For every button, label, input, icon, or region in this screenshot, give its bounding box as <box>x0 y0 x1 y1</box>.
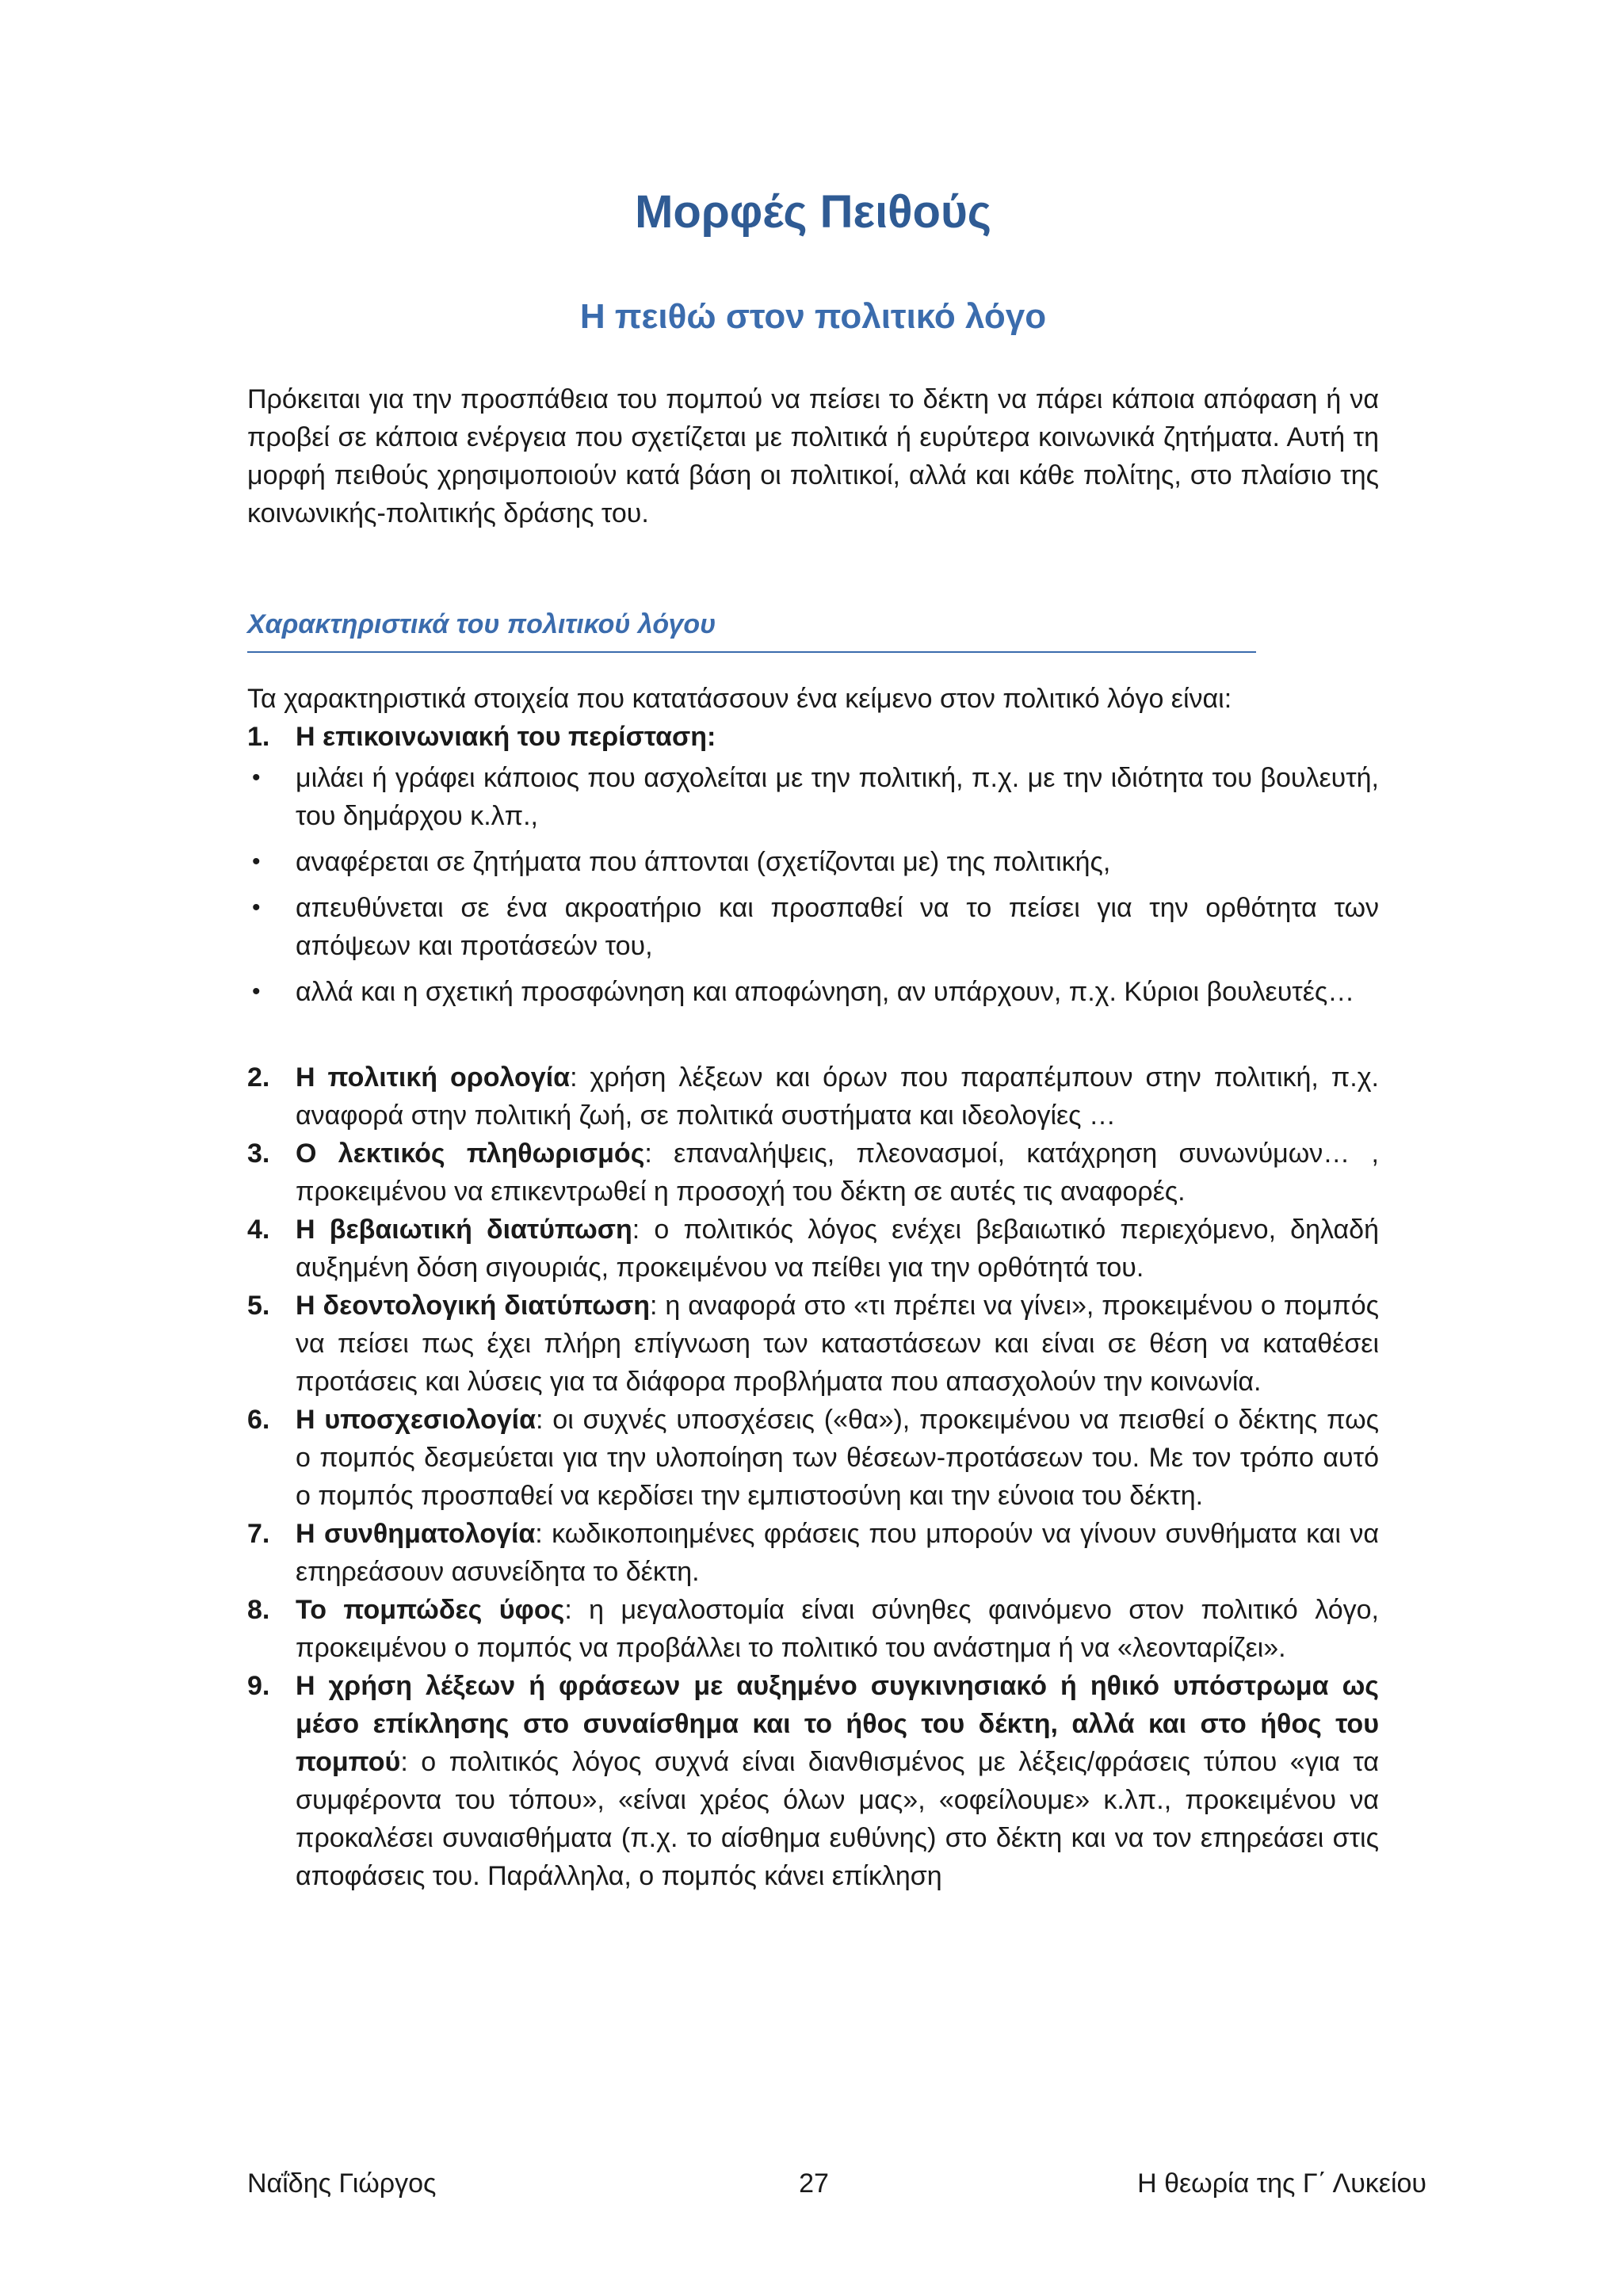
list-item <box>247 718 1379 756</box>
bullet-text: μιλάει ή γράφει κάποιος που ασχολείται με την πολιτική, π.χ. με την ιδιότητα του βουλευτή, του δημάρχου κ.λπ., <box>296 763 1379 831</box>
list-item <box>247 1211 1379 1287</box>
item-text <box>296 1667 1379 1895</box>
page-footer <box>247 2164 1426 2203</box>
item-title: Η χρήση λέξεων ή φράσεων με αυξημένο συγκινησιακό ή ηθικό υπόστρωμα ως μέσο επίκλησης στο συναίσθημα και το ήθος του δέκτη, αλλά και στο ήθος του πομπού <box>296 1671 1379 1777</box>
item-title: Η βεβαιωτική διατύπωση <box>296 1215 632 1245</box>
footer-book-title: Η θεωρία της Γ΄ Λυκείου <box>1137 2168 1426 2199</box>
item-number: 5. <box>247 1291 270 1321</box>
list-item <box>247 1667 1379 1895</box>
bullet-dot-icon: • <box>252 765 261 791</box>
item-title: Η υποσχεσιολογία <box>296 1405 536 1435</box>
list-item <box>247 1401 1379 1515</box>
item-text <box>296 1591 1379 1667</box>
page-subtitle: Η πειθώ στον πολιτικό λόγο <box>579 297 1047 336</box>
item-body: : επαναλήψεις, πλεονασμοί, κατάχρηση συνωνύμων… , προκειμένου να επικεντρωθεί η προσοχή του δέκτη σε αυτές τις αναφορές. <box>296 1138 1380 1207</box>
bullet-dot-icon: • <box>252 894 261 921</box>
item-number: 3. <box>247 1138 270 1169</box>
item-title: Ο λεκτικός πληθωρισμός <box>296 1138 645 1169</box>
list-item <box>247 1135 1379 1211</box>
item-number: 6. <box>247 1405 270 1435</box>
bullet-dot-icon: • <box>252 849 261 875</box>
bullet-item <box>247 973 1379 1011</box>
item-text <box>296 1135 1379 1211</box>
item-number: 1. <box>247 722 270 752</box>
item-title: Το πομπώδες ύφος <box>296 1595 565 1625</box>
item-body: : κωδικοποιημένες φράσεις που μπορούν να γίνουν συνθήματα και να επηρεάσουν ασυνείδητα το δέκτη. <box>296 1519 1380 1587</box>
lead-sentence: Τα χαρακτηριστικά στοιχεία που κατατάσσουν ένα κείμενο στον πολιτικό λόγο είναι: <box>247 684 1232 714</box>
item-number: 9. <box>247 1671 270 1701</box>
bullet-list <box>247 759 1379 1011</box>
bullet-item <box>247 843 1379 881</box>
bullet-item <box>247 889 1379 965</box>
list-item <box>247 1058 1379 1135</box>
item-title: Η συνθηματολογία <box>296 1519 536 1549</box>
item-number: 7. <box>247 1519 270 1549</box>
spacer <box>247 1019 1379 1058</box>
item-text <box>296 1287 1379 1401</box>
item-text <box>296 1515 1379 1591</box>
item-body: : χρήση λέξεων και όρων που παραπέμπουν στην πολιτική, π.χ. αναφορά στην πολιτική ζωή, σε πολιτικά συστήματα και ιδεολογίες … <box>296 1062 1379 1131</box>
item-number: 4. <box>247 1215 270 1245</box>
list-item <box>247 1515 1379 1591</box>
bullet-item <box>247 759 1379 835</box>
content-column <box>247 380 1379 1895</box>
item-number: 2. <box>247 1062 270 1093</box>
item-title: Η επικοινωνιακή του περίσταση: <box>296 722 716 752</box>
list-item <box>247 1591 1379 1667</box>
item-body: : οι συχνές υποσχέσεις («θα»), προκειμένου να πεισθεί ο δέκτης πως ο πομπός δεσμεύεται για την υλοποίηση των θέσεων-προτάσεων του. Με τον τρόπο αυτό ο πομπός προσπαθεί να κερδίσει την εμπιστοσύνη και την εύνοια του δέκτη. <box>296 1405 1379 1511</box>
page-number: 27 <box>799 2168 829 2199</box>
list-item <box>247 1287 1379 1401</box>
page-title: Μορφές Πειθούς <box>635 186 991 238</box>
bullet-text: αλλά και η σχετική προσφώνηση και αποφώνηση, αν υπάρχουν, π.χ. Κύριοι βουλευτές… <box>296 977 1355 1007</box>
item-body: : η μεγαλοστομία είναι σύνηθες φαινόμενο στον πολιτικό λόγο, προκειμένου ο πομπός να προβάλλει το πολιτικό του ανάστημα ή να «λεονταρίζει». <box>296 1595 1379 1663</box>
item-title: Η δεοντολογική διατύπωση <box>296 1291 650 1321</box>
bullet-text: αναφέρεται σε ζητήματα που άπτονται (σχετίζονται με) της πολιτικής, <box>296 847 1111 877</box>
bullet-text: απευθύνεται σε ένα ακροατήριο και προσπαθεί να το πείσει για την ορθότητα των απόψεων και προτάσεών του, <box>296 893 1379 961</box>
section-heading: Χαρακτηριστικά του πολιτικού λόγου <box>247 605 1256 653</box>
intro-paragraph: Πρόκειται για την προσπάθεια του πομπού να πείσει το δέκτη να πάρει κάποια απόφαση ή να προβεί σε κάποια ενέργεια που σχετίζεται με πολιτικά ή ευρύτερα κοινωνικά ζητήματα. Αυτή τη μορφή πειθούς χρησιμοποιούν κατά βάση οι πολιτικοί, αλλά και κάθε πολίτης, στο πλαίσιο της κοινωνικής-πολιτικής δράσης του. <box>247 384 1379 528</box>
item-text <box>296 1401 1379 1515</box>
item-body: : ο πολιτικός λόγος ενέχει βεβαιωτικό περιεχόμενο, δηλαδή αυξημένη δόση σιγουριάς, προκειμένου να πείθει για την ορθότητά του. <box>296 1215 1379 1283</box>
item-body: : ο πολιτικός λόγος συχνά είναι διανθισμένος με λέξεις/φράσεις τύπου «για τα συμφέροντα του τόπου», «είναι χρέος όλων μας», «οφείλουμε» κ.λπ., προκειμένου να προκαλέσει συναισθήματα (π.χ. το αίσθημα ευθύνης) στο δέκτη και να τον επηρεάσει στις αποφάσεις του. Παράλληλα, ο πομπός κάνει επίκληση <box>296 1747 1379 1891</box>
item-text <box>296 1058 1379 1135</box>
bullet-dot-icon: • <box>252 978 261 1005</box>
item-text <box>296 1211 1379 1287</box>
item-title: Η πολιτική ορολογία <box>296 1062 571 1093</box>
footer-author: Ναΐδης Γιώργος <box>247 2168 437 2199</box>
item-body: : η αναφορά στο «τι πρέπει να γίνει», προκειμένου ο πομπός να πείσει πως έχει πλήρη επίγνωση των καταστάσεων και είναι σε θέση να καταθέσει προτάσεις και λύσεις για τα διάφορα προβλήματα που απασχολούν την κοινωνία. <box>296 1291 1379 1397</box>
item-number: 8. <box>247 1595 270 1625</box>
